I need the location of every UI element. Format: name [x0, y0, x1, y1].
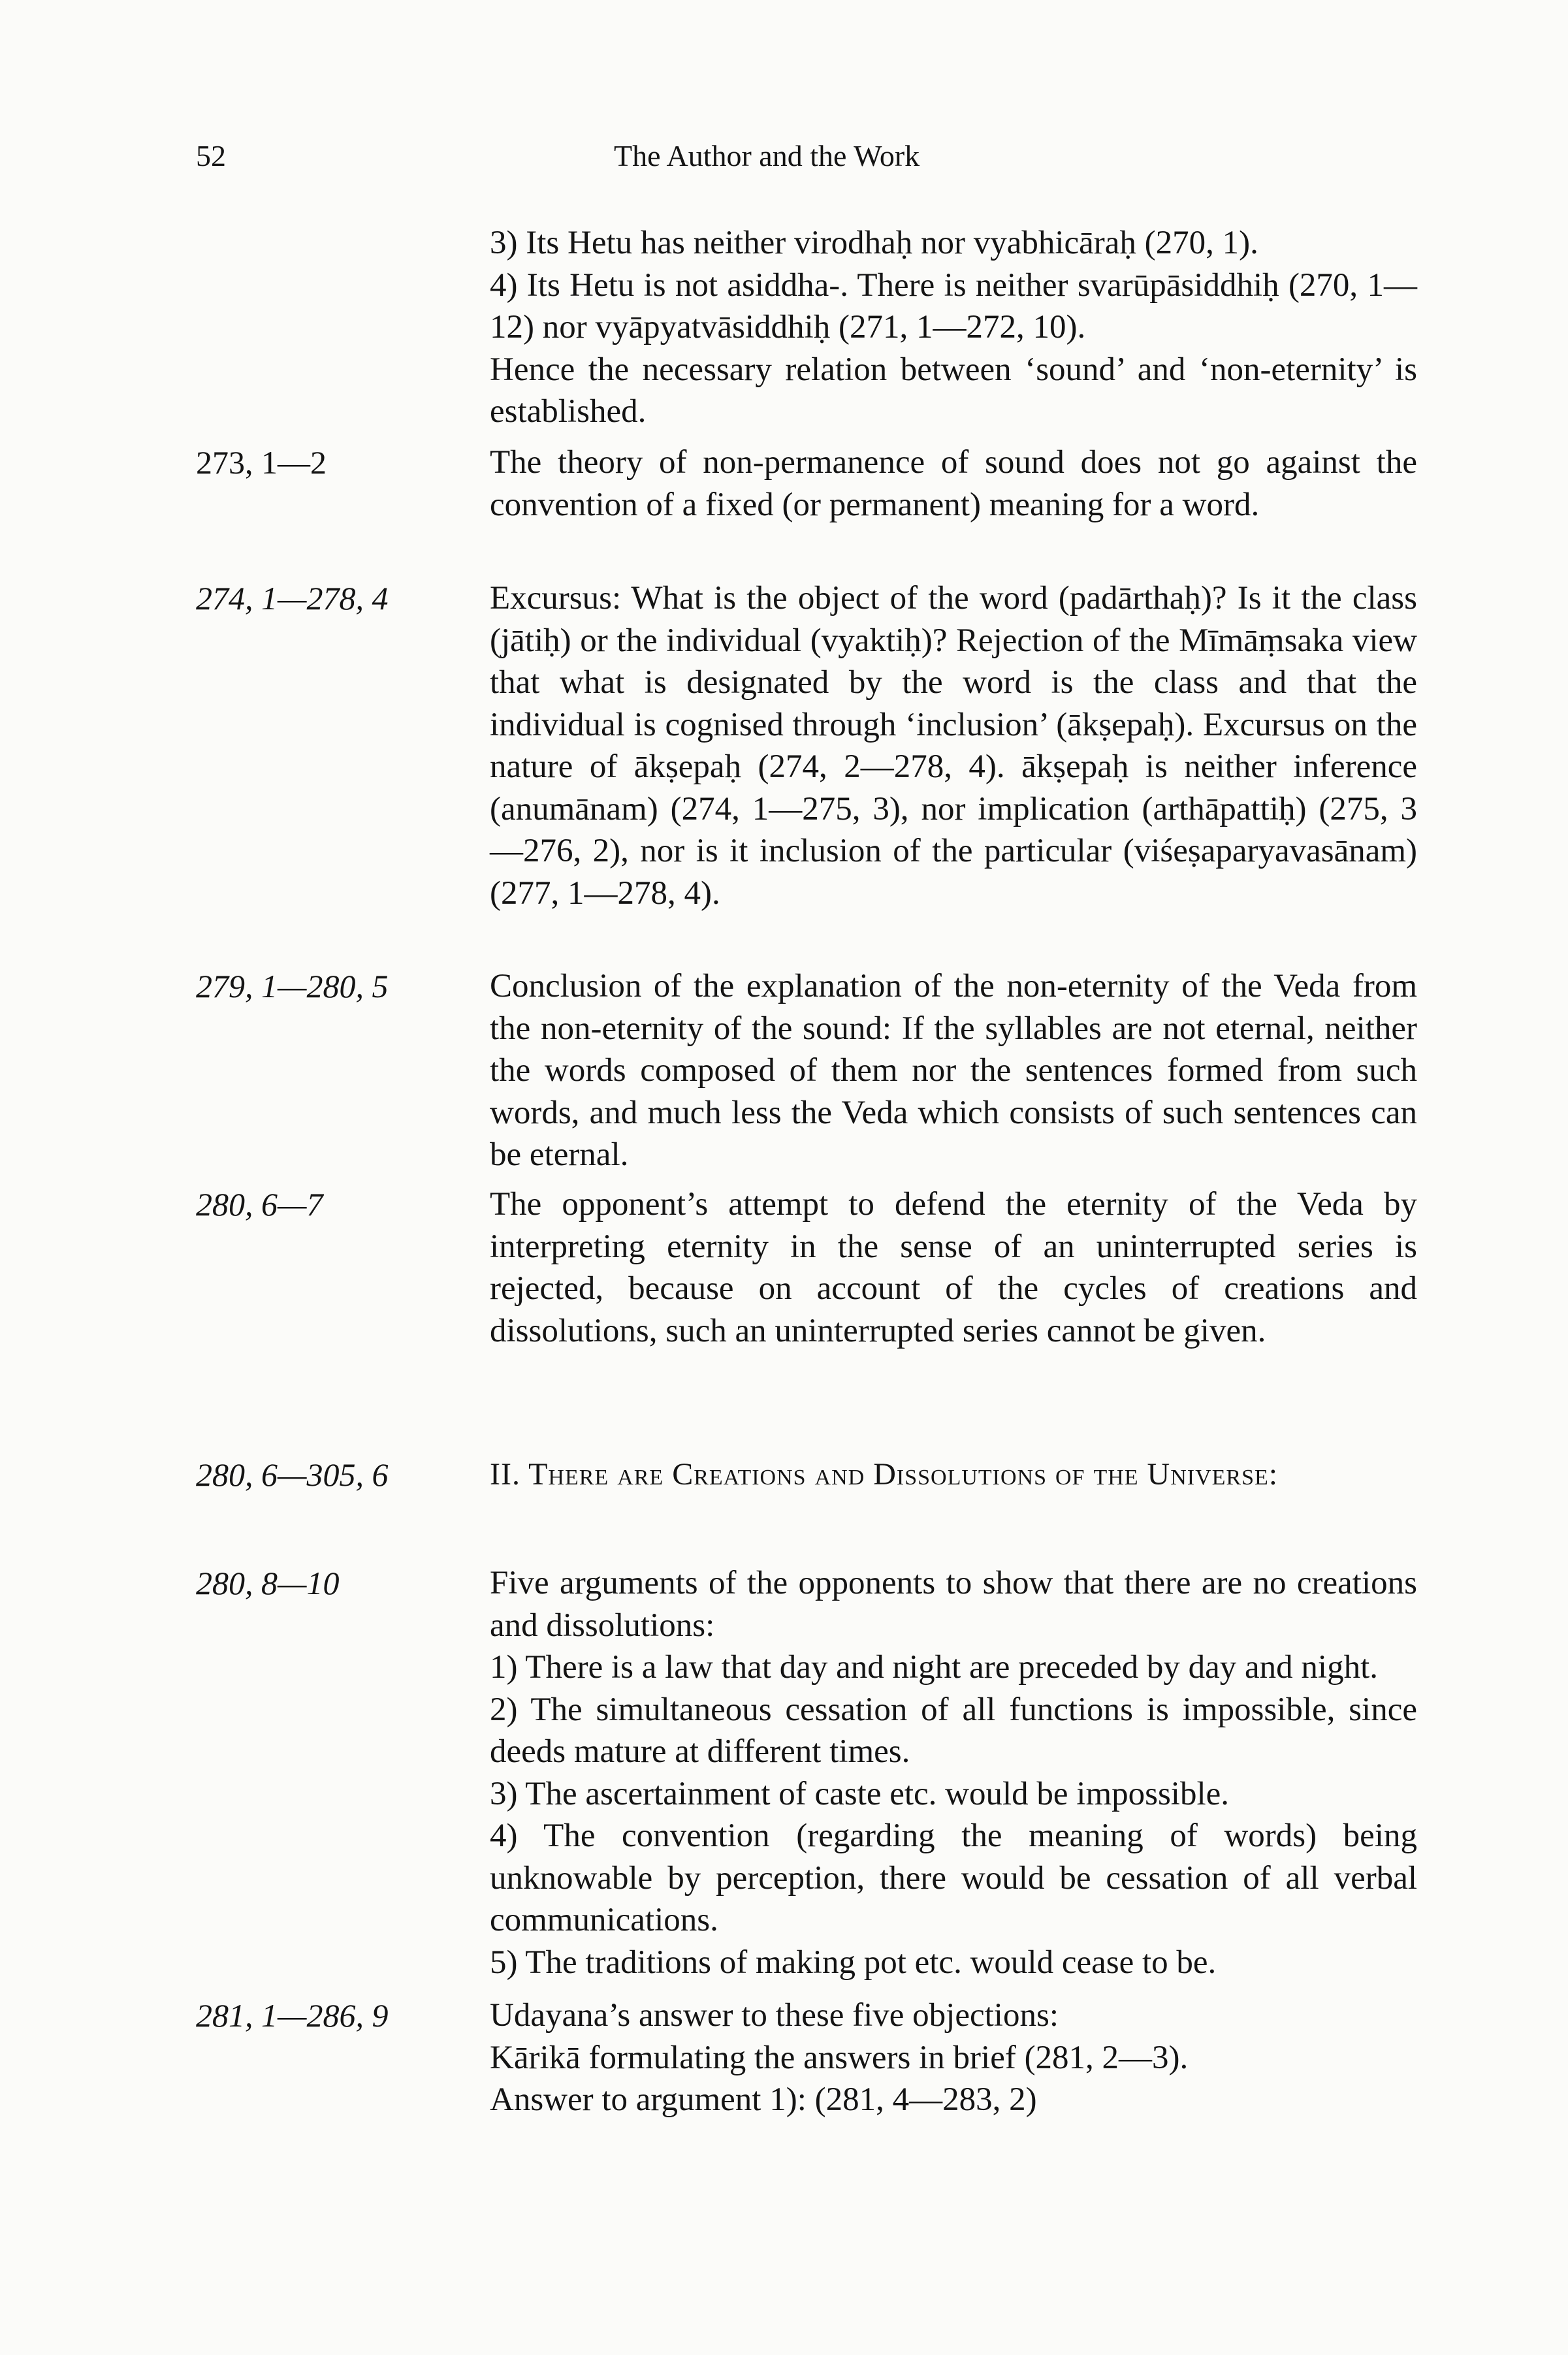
list-item: Hence the necessary relation between ‘sound’ and ‘non-eternity’ is established. [490, 351, 1417, 430]
list-item: 3) The ascertainment of caste etc. would be impossible. [490, 1775, 1230, 1812]
list-item: 2) The simultaneous cessation of all functions is impossible, since deeds mature at different times. [490, 1691, 1417, 1770]
reference-range: 281, 1—286, 9 [196, 1997, 389, 2034]
entry-text [490, 1995, 1417, 2121]
entry-text: The opponent’s attempt to defend the eternity of the Veda by interpreting eternity in the sense of an uninterrupted series is rejected, because on account of the cycles of creations and dissolutions, such an uninterrupted series cannot be given. [490, 1186, 1417, 1349]
list-item: Five arguments of the opponents to show that there are no creations and dissolutions: [490, 1565, 1417, 1644]
list-item: 4) The convention (regarding the meaning of words) being unknowable by perception, there would be cessation of all verbal communications. [490, 1818, 1417, 1938]
list-item: 3) Its Hetu has neither virodhaḥ nor vyabhicāraḥ (270, 1). [490, 225, 1258, 261]
list-item: Udayana’s answer to these five objections: [490, 1997, 1059, 2034]
reference-range: 274, 1—278, 4 [196, 580, 389, 617]
list-item: Kārikā formulating the answers in brief (281, 2—3). [490, 2039, 1189, 2076]
reference-range: 280, 6—7 [196, 1186, 323, 1223]
running-title: The Author and the Work [614, 139, 920, 172]
section-heading: II. There are Creations and Dissolutions of the Universe: [490, 1457, 1279, 1492]
reference-range: 279, 1—280, 5 [196, 968, 389, 1004]
entry-text: The theory of non-permanence of sound does not go against the convention of a fixed (or permanent) meaning for a word. [490, 444, 1417, 523]
reference-range: 273, 1—2 [196, 444, 327, 481]
list-item: 4) Its Hetu is not asiddha-. There is neither svarūpāsiddhiḥ (270, 1—12) nor vyāpyatvāsiddhiḥ (271, 1—272, 10). [490, 266, 1417, 345]
entry-text: Conclusion of the explanation of the non-eternity of the Veda from the non-eternity of the sound: If the syllables are not eternal, neither the words composed of them nor the sentences formed from such words, and much less the Veda which consists of such sentences can be eternal. [490, 968, 1417, 1173]
entry-text [490, 1562, 1417, 1983]
list-item: 1) There is a law that day and night are preceded by day and night. [490, 1649, 1378, 1686]
list-item: 5) The traditions of making pot etc. would cease to be. [490, 1944, 1217, 1981]
reference-range: 280, 8—10 [196, 1565, 340, 1601]
reference-range: 280, 6—305, 6 [196, 1456, 389, 1493]
entry-text: Excursus: What is the object of the word (padārthaḥ)? Is it the class (jātiḥ) or the individual (vyaktiḥ)? Rejection of the Mīmāṃsaka view that what is designated by the word is the class and that the individual is cognised through ‘inclusion’ (ākṣepaḥ). Excursus on the nature of ākṣepaḥ (274, 2—278, 4). ākṣepaḥ is neither inference (anumānam) (274, 1—275, 3), nor implication (arthāpattiḥ) (275, 3—276, 2), nor is it inclusion of the particular (viśeṣaparyavasānam) (277, 1—278, 4). [490, 580, 1417, 912]
page-number: 52 [196, 139, 226, 172]
list-item: Answer to argument 1): (281, 4—283, 2) [490, 2081, 1037, 2118]
entry-text [490, 222, 1417, 433]
